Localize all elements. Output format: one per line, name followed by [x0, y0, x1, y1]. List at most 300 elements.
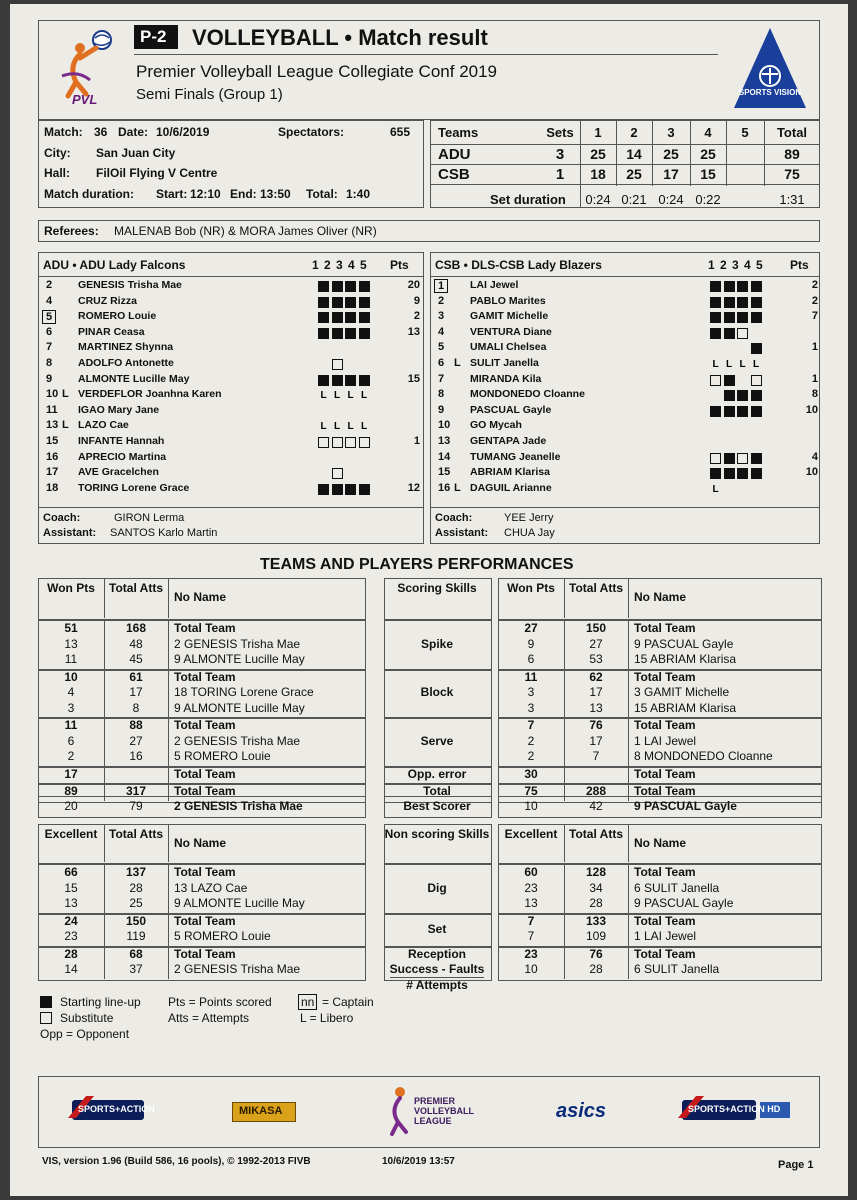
set-mark: L	[333, 421, 341, 433]
score-cell: 25	[663, 146, 679, 162]
team-b-roster	[430, 279, 820, 499]
stat-right-value: 30	[524, 766, 538, 781]
stat-left-attempts: 150	[125, 913, 147, 928]
stat-left-value: 14	[64, 962, 78, 976]
stat-center-header: Scoring Skills	[397, 581, 477, 595]
set-mark	[345, 484, 356, 495]
score-cell: CSB	[438, 166, 470, 183]
score-cell: 17	[663, 166, 679, 182]
stat-right-attempts: 27	[589, 636, 603, 651]
stat-left-attempts: 45	[129, 652, 143, 666]
team-b-coach: YEE Jerry	[504, 512, 554, 524]
team-b-coach-rule	[430, 507, 820, 508]
stat-right-value: 9	[527, 636, 535, 651]
stat-right-name: 3 GAMIT Michelle	[634, 685, 730, 699]
set-mark	[737, 390, 748, 401]
stat-col-rule	[168, 864, 169, 913]
player-number: 4	[46, 294, 53, 307]
stat-right-name: Total Team	[634, 718, 696, 732]
stat-left-header: No Name	[174, 836, 227, 850]
stat-left-attempts: 119	[126, 929, 146, 943]
set-mark: L	[752, 359, 760, 370]
stat-right-name: 15 ABRIAM Klarisa	[634, 652, 737, 666]
player-number: 14	[438, 450, 451, 463]
substitute-legend-swatch	[40, 1012, 52, 1024]
player-number: 7	[46, 341, 53, 354]
stat-left-name: 18 TORING Lorene Grace	[174, 685, 314, 699]
player-number: 7	[438, 372, 445, 385]
stat-left-value: 2	[67, 749, 75, 763]
player-name: IGAO Mary Jane	[78, 403, 160, 416]
stat-right-header: Total Atts	[569, 581, 623, 595]
pvl-logo	[50, 26, 120, 110]
player-name: ABRIAM Klarisa	[470, 466, 550, 479]
set-duration-cell: 0:24	[585, 192, 611, 207]
set-mark	[345, 375, 356, 386]
stat-skill: Block	[420, 685, 454, 700]
player-points: 12	[407, 481, 420, 494]
set-mark	[332, 312, 343, 323]
footer-version: VIS, version 1.96 (Build 586, 16 pools), © 1992-2013 FIVB	[42, 1156, 311, 1167]
set-mark	[751, 297, 762, 308]
stat-right-header: Excellent	[504, 827, 558, 841]
player-name: MIRANDA Kila	[470, 372, 542, 385]
stat-right-value: 3	[527, 700, 535, 715]
page-title: VOLLEYBALL • Match result	[192, 25, 488, 50]
legend-substitute: Substitute	[60, 1011, 114, 1025]
player-number: 15	[438, 466, 451, 479]
player-number: 6	[438, 357, 445, 369]
set-mark	[332, 375, 343, 386]
set-mark	[751, 281, 762, 292]
team-a-head-rule	[38, 276, 424, 277]
stat-right-value: 7	[527, 718, 535, 732]
stat-left-name: 13 LAZO Cae	[174, 880, 248, 895]
stat-left-header: Total Atts	[109, 827, 163, 841]
stat-col-rule	[628, 717, 629, 766]
player-name: PASCUAL Gayle	[470, 403, 552, 416]
score-cell: ADU	[438, 146, 471, 163]
player-points: 9	[413, 294, 420, 307]
stat-right-value: 3	[527, 685, 535, 699]
stat-right-value: 10	[524, 962, 538, 976]
stat-left-value: 4	[67, 685, 75, 699]
team-a-roster	[38, 279, 424, 499]
score-cell: 3	[555, 146, 565, 163]
sports-vision-logo	[730, 24, 810, 112]
best-left-name: 2 GENESIS Trisha Mae	[174, 799, 303, 813]
set-mark	[724, 297, 735, 308]
stat-left-header: No Name	[174, 590, 227, 604]
set-mark	[332, 437, 343, 448]
set-mark	[710, 375, 721, 386]
team-b-pts-header: Pts	[790, 258, 809, 272]
sports-vision-text: SPORTS VISION	[738, 88, 802, 97]
player-name: LAI Jewel	[470, 279, 519, 291]
player-points: 2	[413, 310, 420, 323]
player-number: 2	[46, 279, 53, 291]
player-points: 2	[811, 294, 818, 307]
set-mark	[345, 437, 356, 448]
set-mark	[710, 328, 721, 339]
stat-col-rule	[104, 824, 105, 862]
stat-left-name: Total Team	[174, 621, 236, 635]
stat-right-value: 6	[527, 652, 535, 666]
hall-value: FilOil Flying V Centre	[96, 166, 218, 180]
set-mark	[318, 375, 329, 386]
stat-skill: Opp. error	[407, 766, 467, 781]
libero-mark: L	[454, 357, 461, 369]
set-mark: L	[347, 390, 354, 402]
player-name: PABLO Marites	[470, 294, 546, 307]
team-a-pts-header: Pts	[390, 258, 409, 272]
set-mark: L	[320, 390, 327, 402]
best-right-points: 10	[524, 799, 538, 813]
date-label: Date:	[118, 125, 149, 139]
stat-col-rule	[628, 620, 629, 669]
set-mark	[332, 297, 343, 308]
set-mark	[332, 281, 343, 292]
stat-right-attempts: 109	[585, 929, 607, 943]
referees-label: Referees:	[44, 224, 99, 238]
scoring-skills-section	[38, 578, 820, 818]
stat-skill: Dig	[427, 880, 447, 895]
set-mark	[724, 453, 735, 464]
non-scoring-skills-section	[38, 824, 820, 994]
stat-left-name: Total Team	[174, 766, 236, 781]
player-number: 13	[438, 435, 451, 447]
score-cell: 25	[590, 146, 606, 162]
team-a-title: ADU • ADU Lady Falcons	[43, 258, 186, 272]
best-left-attempts: 79	[129, 799, 143, 813]
spectators-label: Spectators:	[278, 125, 345, 139]
score-header-cell: 1	[594, 125, 602, 140]
score-header-cell: 2	[630, 125, 638, 140]
player-name: CRUZ Rizza	[78, 294, 137, 307]
team-a-assistant: SANTOS Karlo Martin	[110, 527, 218, 539]
stat-left-name: Total Team	[174, 669, 236, 684]
stat-left-name: 9 ALMONTE Lucille May	[174, 700, 305, 715]
player-name: INFANTE Hannah	[78, 435, 165, 447]
stat-right-value: 27	[524, 621, 538, 635]
stat-right-attempts: 288	[585, 784, 607, 798]
best-scorer-section	[38, 796, 820, 820]
set-mark	[359, 297, 370, 308]
team-b-title: CSB • DLS-CSB Lady Blazers	[435, 258, 602, 272]
set-mark	[724, 328, 735, 339]
stat-left-value: 23	[64, 929, 78, 943]
set-mark	[751, 453, 762, 464]
player-number: 5	[438, 341, 445, 354]
stat-right-name: Total Team	[634, 669, 696, 684]
set-mark	[345, 297, 356, 308]
set-mark: L	[360, 390, 368, 402]
stat-right-name: Total Team	[634, 784, 696, 798]
stat-right-attempts: 150	[585, 621, 607, 635]
player-number: 16	[46, 450, 59, 463]
player-number: 11	[46, 403, 58, 416]
phase-name: Semi Finals (Group 1)	[136, 86, 283, 103]
stat-left-attempts: 137	[125, 865, 147, 879]
set-mark	[710, 468, 721, 479]
stat-right-name: Total Team	[634, 913, 696, 928]
score-cell: 75	[784, 166, 800, 182]
stat-right-header: No Name	[634, 590, 687, 604]
set-duration-cell: 0:21	[621, 192, 647, 207]
set-mark	[359, 328, 370, 339]
match-date: 10/6/2019	[156, 125, 210, 139]
stat-left-value: 13	[64, 896, 78, 910]
league-name: Premier Volleyball League Collegiate Conf 2019	[136, 62, 498, 81]
player-points: 1	[811, 372, 818, 385]
stat-skill: Set	[427, 921, 447, 936]
set-mark	[318, 437, 329, 448]
stat-col-rule	[564, 578, 565, 618]
set-mark: L	[725, 359, 733, 370]
stat-right-attempts: 34	[589, 880, 603, 895]
stat-left-name: 5 ROMERO Louie	[174, 749, 271, 763]
pvl-sponsor-text: PREMIER VOLLEYBALL LEAGUE	[414, 1096, 474, 1126]
stat-left-name: Total Team	[174, 946, 236, 961]
set-mark	[737, 468, 748, 479]
stat-left-value: 3	[67, 700, 75, 715]
stat-right-value: 7	[527, 929, 535, 943]
stat-right-name: 8 MONDONEDO Cloanne	[634, 749, 773, 763]
player-points: 2	[811, 279, 818, 291]
stat-left-name: 2 GENESIS Trisha Mae	[174, 962, 301, 976]
player-number: 8	[438, 388, 445, 401]
hall-label: Hall:	[44, 166, 71, 180]
end-label: End:	[230, 187, 257, 201]
stat-right-name: 6 SULIT Janella	[634, 962, 720, 976]
legend-libero: L = Libero	[300, 1011, 354, 1025]
set-mark: L	[333, 390, 341, 402]
set-mark: L	[712, 359, 719, 370]
team-b-head-rule	[430, 276, 820, 277]
team-b-set-header: 1 2 3 4 5	[708, 258, 763, 272]
stat-right-value: 7	[527, 913, 535, 928]
player-number: 9	[438, 403, 445, 416]
legend-captain: = Captain	[322, 995, 374, 1009]
set-mark	[318, 328, 329, 339]
stat-right-attempts: 53	[589, 652, 603, 666]
libero-mark: L	[62, 388, 69, 401]
stat-col-rule	[168, 824, 169, 862]
stat-col-rule	[104, 578, 105, 618]
score-row-rule	[430, 184, 820, 185]
stat-left-attempts: 17	[129, 685, 143, 699]
score-cell: 18	[590, 166, 606, 182]
asics-logo: asics	[556, 1100, 607, 1122]
set-mark: L	[739, 359, 746, 370]
stat-col-rule	[628, 864, 629, 913]
stat-skill: Spike	[420, 636, 453, 651]
stat-right-name: Total Team	[634, 865, 696, 879]
stat-right-name: 1 LAI Jewel	[634, 733, 697, 748]
stat-left-value: 24	[64, 913, 78, 928]
score-cell: 25	[626, 166, 642, 182]
player-name: ALMONTE Lucille May	[78, 372, 190, 385]
player-name: MARTINEZ Shynna	[78, 341, 174, 354]
player-name: TORING Lorene Grace	[78, 481, 190, 494]
footer-timestamp: 10/6/2019 13:57	[382, 1156, 455, 1167]
set-mark	[724, 312, 735, 323]
stat-left-name: Total Team	[174, 718, 236, 732]
stat-left-name: 2 GENESIS Trisha Mae	[174, 636, 301, 651]
stat-col-rule	[564, 766, 565, 784]
set-mark	[332, 359, 343, 370]
sheet-code-badge	[134, 25, 178, 49]
stat-left-name: 5 ROMERO Louie	[174, 929, 271, 943]
team-b-assistant-label: Assistant:	[435, 527, 489, 539]
player-name: ADOLFO Antonette	[78, 357, 174, 369]
referees-names: MALENAB Bob (NR) & MORA James Oliver (NR)	[114, 224, 377, 238]
stat-left-value: 10	[64, 669, 78, 684]
stat-right-name: 6 SULIT Janella	[634, 880, 720, 895]
player-number: 10	[438, 419, 451, 432]
stat-left-attempts: 28	[129, 880, 143, 895]
player-points: 1	[413, 435, 420, 447]
stat-right-header: Total Atts	[569, 827, 623, 841]
stat-left-attempts: 61	[129, 669, 143, 684]
player-name: AVE Gracelchen	[78, 466, 159, 479]
player-name: VERDEFLOR Joanhna Karen	[78, 388, 222, 401]
score-header-cell: 4	[704, 125, 712, 140]
set-mark	[724, 406, 735, 417]
score-header-cell: Teams	[438, 125, 479, 140]
stat-right-value: 23	[524, 880, 538, 895]
stat-left-attempts: 48	[129, 636, 143, 651]
team-b-coach-label: Coach:	[435, 512, 473, 524]
legend-captain-box: nn	[298, 994, 317, 1010]
team-a-assistant-label: Assistant:	[43, 527, 97, 539]
player-name: GO Mycah	[470, 419, 522, 432]
start-time: 12:10	[190, 187, 221, 201]
player-number: 17	[46, 466, 59, 479]
stat-col-rule	[168, 913, 169, 946]
stat-left-attempts: 25	[129, 896, 143, 910]
legend-opponent: Opp = Opponent	[40, 1027, 130, 1041]
libero-mark: L	[62, 419, 69, 432]
stat-left-attempts: 168	[125, 621, 147, 635]
stat-left-name: 2 GENESIS Trisha Mae	[174, 733, 301, 748]
set-mark: L	[320, 421, 327, 433]
sports-action-logo	[66, 1092, 155, 1128]
set-mark	[737, 312, 748, 323]
sports-action-hd-text: SPORTS+ACTION HD	[688, 1104, 781, 1114]
score-cell: 14	[626, 146, 642, 162]
set-duration-cell: 0:24	[658, 192, 684, 207]
set-mark	[359, 437, 370, 448]
player-name: SULIT Janella	[470, 357, 539, 369]
score-cell: 25	[700, 146, 716, 162]
set-mark	[751, 343, 762, 354]
stat-skill: Reception	[407, 946, 466, 961]
stat-left-attempts: 16	[129, 749, 143, 763]
player-number: 6	[46, 325, 53, 338]
set-mark	[318, 312, 329, 323]
player-number: 1	[434, 279, 448, 293]
stat-left-value: 13	[64, 636, 78, 651]
player-name: PINAR Ceasa	[78, 325, 145, 338]
team-a-coach-label: Coach:	[43, 512, 81, 524]
sheet-code: P-2	[140, 27, 167, 46]
player-number: 3	[438, 310, 445, 323]
stat-left-attempts: 8	[132, 700, 140, 715]
set-mark	[710, 406, 721, 417]
score-header-cell: Sets	[546, 125, 574, 140]
legend-attempts: Atts = Attempts	[168, 1011, 250, 1025]
score-row-rule	[430, 164, 820, 165]
set-mark	[318, 484, 329, 495]
set-duration-cell: 0:22	[695, 192, 721, 207]
player-name: UMALI Chelsea	[470, 341, 547, 354]
player-name: VENTURA Diane	[470, 325, 552, 338]
start-label: Start:	[156, 187, 188, 201]
team-a-coach: GIRON Lerma	[114, 512, 185, 524]
stat-col-rule	[628, 824, 629, 862]
stat-left-value: 17	[64, 766, 78, 781]
stat-left-value: 6	[67, 733, 75, 748]
libero-mark: L	[454, 481, 461, 494]
player-points: 4	[811, 450, 818, 463]
set-mark	[724, 281, 735, 292]
player-number: 16	[438, 481, 451, 494]
set-mark	[724, 375, 735, 386]
stat-left-name: Total Team	[174, 784, 236, 798]
set-mark	[318, 297, 329, 308]
stat-center-header: Non scoring Skills	[384, 827, 490, 841]
stat-right-name: 15 ABRIAM Klarisa	[634, 700, 737, 715]
stat-left-attempts: 68	[129, 946, 143, 961]
stat-right-attempts: 28	[589, 896, 603, 910]
player-name: APRECIO Martina	[78, 450, 167, 463]
set-mark	[332, 484, 343, 495]
stat-right-value: 60	[524, 865, 538, 879]
stat-left-header: Excellent	[44, 827, 98, 841]
stat-left-header: Won Pts	[47, 581, 95, 595]
player-points: 7	[811, 310, 818, 323]
player-name: LAZO Cae	[78, 419, 129, 432]
stat-col-rule	[168, 669, 169, 718]
score-table	[430, 120, 820, 208]
stat-right-attempts: 7	[592, 749, 600, 763]
stat-right-attempts: 13	[589, 700, 603, 715]
stat-right-value: 23	[524, 946, 538, 961]
score-header-cell: 5	[741, 125, 749, 140]
set-mark	[724, 468, 735, 479]
set-mark	[737, 328, 748, 339]
set-duration-label: Set duration	[490, 192, 566, 207]
player-name: ROMERO Louie	[78, 310, 157, 323]
player-number: 18	[46, 481, 59, 494]
best-right-attempts: 42	[589, 799, 603, 813]
stat-right-attempts: 17	[589, 685, 603, 699]
player-number: 9	[46, 372, 53, 385]
stat-col-rule	[168, 620, 169, 669]
stat-left-value: 11	[64, 652, 78, 666]
set-mark	[345, 328, 356, 339]
player-points: 15	[407, 372, 420, 385]
match-number: 36	[94, 125, 108, 139]
set-mark	[332, 328, 343, 339]
stat-right-name: 9 PASCUAL Gayle	[634, 896, 734, 910]
stat-left-value: 66	[64, 865, 78, 879]
score-cell: 15	[700, 166, 716, 182]
stat-left-value: 28	[64, 946, 78, 961]
spectators-count: 655	[390, 125, 411, 139]
player-number: 4	[438, 325, 445, 338]
